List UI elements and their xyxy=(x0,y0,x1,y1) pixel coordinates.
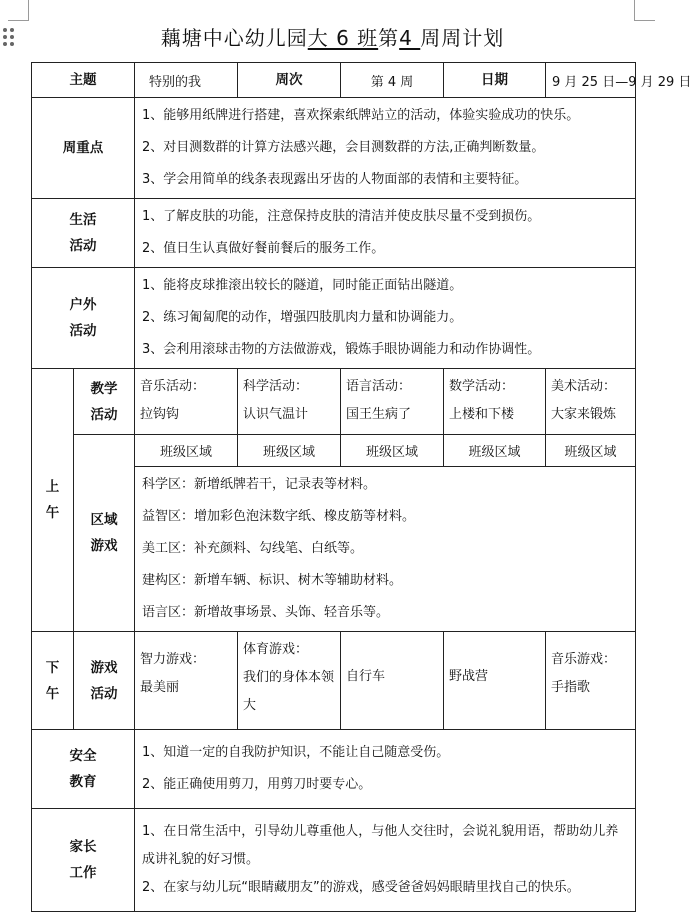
week-number: 4 xyxy=(399,26,421,50)
teaching-cell-music: 音乐活动： 拉钩钩 xyxy=(135,369,238,435)
game-cell-sports: 体育游戏： 我们的身体本领大 xyxy=(238,632,341,730)
area-content xyxy=(135,467,636,632)
safety-label: 安全 教育 xyxy=(32,730,135,809)
theme-value: 特别的我 xyxy=(135,63,238,98)
game-cell-bike: 自行车 xyxy=(341,632,444,730)
page-title: 藕塘中心幼儿园大 6 班第4 周周计划 xyxy=(160,26,505,50)
safety-item: 2、能正确使用剪刀，用剪刀时要专心。 xyxy=(142,777,372,792)
afternoon-row xyxy=(32,632,636,730)
teaching-row xyxy=(32,369,636,435)
parents-item: 1、在日常生活中，引导幼儿尊重他人，与他人交往时，会说礼貌用语，帮助幼儿养成讲礼貌的好习惯。 xyxy=(142,824,619,867)
outdoor-item: 3、会利用滚球击物的方法做游戏，锻炼手眼协调能力和动作协调性。 xyxy=(142,342,541,357)
safety-row xyxy=(32,730,636,809)
game-cell-camp: 野战营 xyxy=(444,632,546,730)
zone-cell: 班级区域 xyxy=(341,435,444,467)
crop-mark-top-left xyxy=(8,0,29,21)
focus-content xyxy=(135,98,636,199)
teaching-cell-science: 科学活动： 认识气温计 xyxy=(238,369,341,435)
area-item: 益智区：增加彩色泡沫数字纸、橡皮筋等材料。 xyxy=(142,509,416,524)
life-item: 1、了解皮肤的功能，注意保持皮肤的清洁并使皮肤尽量不受到损伤。 xyxy=(142,209,541,224)
weekly-plan-table xyxy=(31,62,691,912)
focus-item: 1、能够用纸牌进行搭建，喜欢探索纸牌站立的活动，体验实验成功的快乐。 xyxy=(142,108,580,123)
class-name: 大 6 班 xyxy=(307,26,379,50)
zone-cell: 班级区域 xyxy=(238,435,341,467)
week-value: 第 4 周 xyxy=(341,63,444,98)
life-row xyxy=(32,199,636,268)
week-label: 周次 xyxy=(238,63,341,98)
date-label: 日期 xyxy=(444,63,546,98)
parents-label: 家长 工作 xyxy=(32,809,135,912)
header-row xyxy=(32,63,636,98)
life-content xyxy=(135,199,636,268)
area-item: 科学区：新增纸牌若干，记录表等材料。 xyxy=(142,477,377,492)
parents-content xyxy=(135,809,636,912)
game-cell-intellect: 智力游戏： 最美丽 xyxy=(135,632,238,730)
outdoor-label: 户外 活动 xyxy=(32,268,135,369)
game-cell-music: 音乐游戏： 手指歌 xyxy=(546,632,636,730)
life-label: 生活 活动 xyxy=(32,199,135,268)
focus-item: 2、对目测数群的计算方法感兴趣，会目测数群的方法,正确判断数量。 xyxy=(142,140,545,155)
outdoor-content xyxy=(135,268,636,369)
area-item: 建构区：新增车辆、标识、树木等辅助材料。 xyxy=(142,573,403,588)
focus-label: 周重点 xyxy=(32,98,135,199)
zone-cell: 班级区域 xyxy=(546,435,636,467)
theme-label: 主题 xyxy=(32,63,135,98)
zone-cell: 班级区域 xyxy=(135,435,238,467)
area-item: 语言区：新增故事场景、头饰、轻音乐等。 xyxy=(142,605,390,620)
life-item: 2、值日生认真做好餐前餐后的服务工作。 xyxy=(142,241,385,256)
teaching-cell-art: 美术活动： 大家来锻炼 xyxy=(546,369,636,435)
teaching-cell-language: 语言活动： 国王生病了 xyxy=(341,369,444,435)
zone-cell: 班级区域 xyxy=(444,435,546,467)
area-zone-row xyxy=(32,435,636,467)
parents-item: 2、在家与幼儿玩“眼睛藏朋友”的游戏，感受爸爸妈妈眼睛里找自己的快乐。 xyxy=(142,880,580,895)
morning-label: 上 午 xyxy=(32,369,74,632)
teaching-cell-math: 数学活动： 上楼和下楼 xyxy=(444,369,546,435)
parents-row xyxy=(32,809,636,912)
safety-content xyxy=(135,730,636,809)
outdoor-item: 1、能将皮球推滚出较长的隧道，同时能正面钻出隧道。 xyxy=(142,278,463,293)
date-value: 9 月 25 日—9 月 29 日 xyxy=(546,63,636,98)
area-item: 美工区：补充颜料、勾线笔、白纸等。 xyxy=(142,541,364,556)
focus-item: 3、学会用简单的线条表现露出牙齿的人物面部的表情和主要特征。 xyxy=(142,172,528,187)
teaching-label: 教学 活动 xyxy=(74,369,135,435)
outdoor-item: 2、练习匍匐爬的动作，增强四肢肌肉力量和协调能力。 xyxy=(142,310,463,325)
area-label: 区域 游戏 xyxy=(74,435,135,632)
focus-row xyxy=(32,98,636,199)
crop-mark-top-right xyxy=(634,0,655,21)
safety-item: 1、知道一定的自我防护知识，不能让自己随意受伤。 xyxy=(142,745,450,760)
afternoon-label: 下 午 xyxy=(32,632,74,730)
outdoor-row xyxy=(32,268,636,369)
games-label: 游戏 活动 xyxy=(74,632,135,730)
